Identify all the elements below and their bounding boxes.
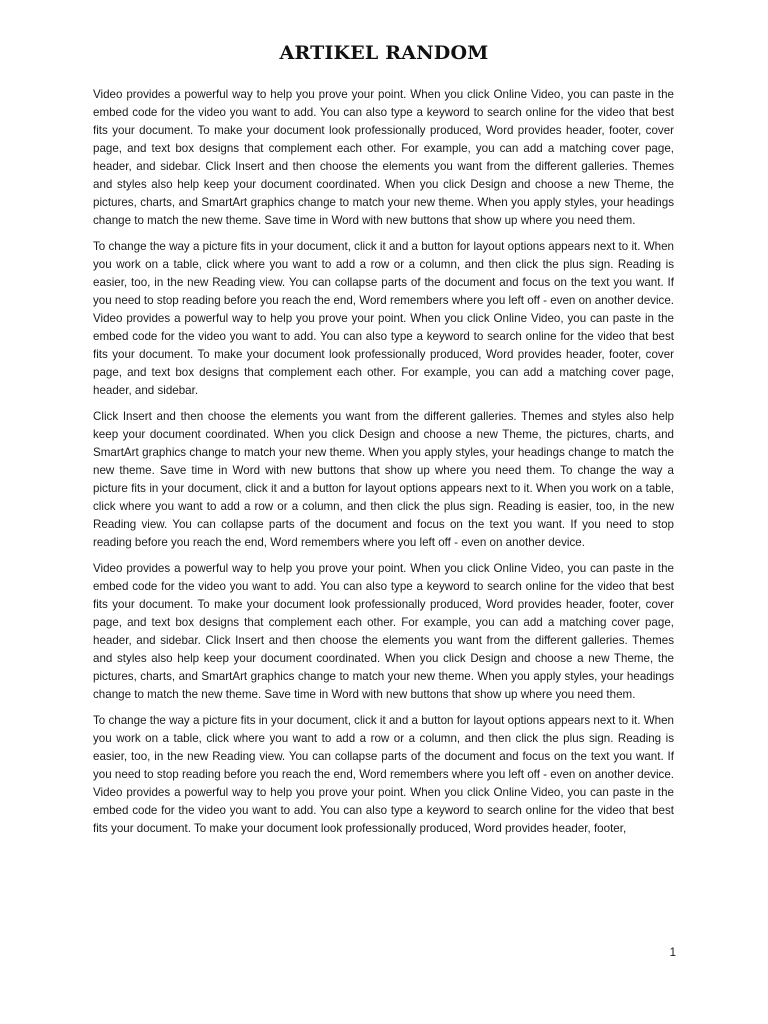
paragraph-2: To change the way a picture fits in your document, click it and a button for layout options appears next to it. When you work on a table, click where you want to add a row or a column, and then click the plus sign. Reading is easier, too, in the new Reading view. You can collapse parts of the document and focus on the text you want. If you need to stop reading before you reach the end, Word remembers where you left off - even on another device. Video provides a powerful way to help you prove your point. When you click Online Video, you can paste in the embed code for the video you want to add. You can also type a keyword to search online for the video that best fits your document. To make your document look professionally produced, Word provides header, footer, cover page, and text box designs that complement each other. For example, you can add a matching cover page, header, and sidebar. [93,240,674,397]
paragraph-1: Video provides a powerful way to help you prove your point. When you click Online Video, you can paste in the embed code for the video you want to add. You can also type a keyword to search online for the video that best fits your document. To make your document look professionally produced, Word provides header, footer, cover page, and text box designs that complement each other. For example, you can add a matching cover page, header, and sidebar. Click Insert and then choose the elements you want from the different galleries. Themes and styles also help keep your document coordinated. When you click Design and choose a new Theme, the pictures, charts, and SmartArt graphics change to match your new theme. When you apply styles, your headings change to match the new theme. Save time in Word with new buttons that show up where you need them. [93,88,674,227]
paragraph-3: Click Insert and then choose the elements you want from the different galleries. Themes and styles also help keep your document coordinated. When you click Design and choose a new Theme, the pictures, charts, and SmartArt graphics change to match your new theme. When you apply styles, your headings change to match the new theme. Save time in Word with new buttons that show up where you need them. To change the way a picture fits in your document, click it and a button for layout options appears next to it. When you work on a table, click where you want to add a row or a column, and then click the plus sign. Reading is easier, too, in the new Reading view. You can collapse parts of the document and focus on the text you want. If you need to stop reading before you reach the end, Word remembers where you left off - even on another device. [93,410,674,549]
document-title: ARTIKEL RANDOM [279,42,489,64]
page-number: 1 [669,947,676,959]
document-body [93,86,674,846]
paragraph-5: To change the way a picture fits in your document, click it and a button for layout options appears next to it. When you work on a table, click where you want to add a row or a column, and then click the plus sign. Reading is easier, too, in the new Reading view. You can collapse parts of the document and focus on the text you want. If you need to stop reading before you reach the end, Word remembers where you left off - even on another device. Video provides a powerful way to help you prove your point. When you click Online Video, you can paste in the embed code for the video you want to add. You can also type a keyword to search online for the video that best fits your document. To make your document look professionally produced, Word provides header, footer, [93,714,674,835]
paragraph-4: Video provides a powerful way to help you prove your point. When you click Online Video, you can paste in the embed code for the video you want to add. You can also type a keyword to search online for the video that best fits your document. To make your document look professionally produced, Word provides header, footer, cover page, and text box designs that complement each other. For example, you can add a matching cover page, header, and sidebar. Click Insert and then choose the elements you want from the different galleries. Themes and styles also help keep your document coordinated. When you click Design and choose a new Theme, the pictures, charts, and SmartArt graphics change to match your new theme. When you apply styles, your headings change to match the new theme. Save time in Word with new buttons that show up where you need them. [93,562,674,701]
